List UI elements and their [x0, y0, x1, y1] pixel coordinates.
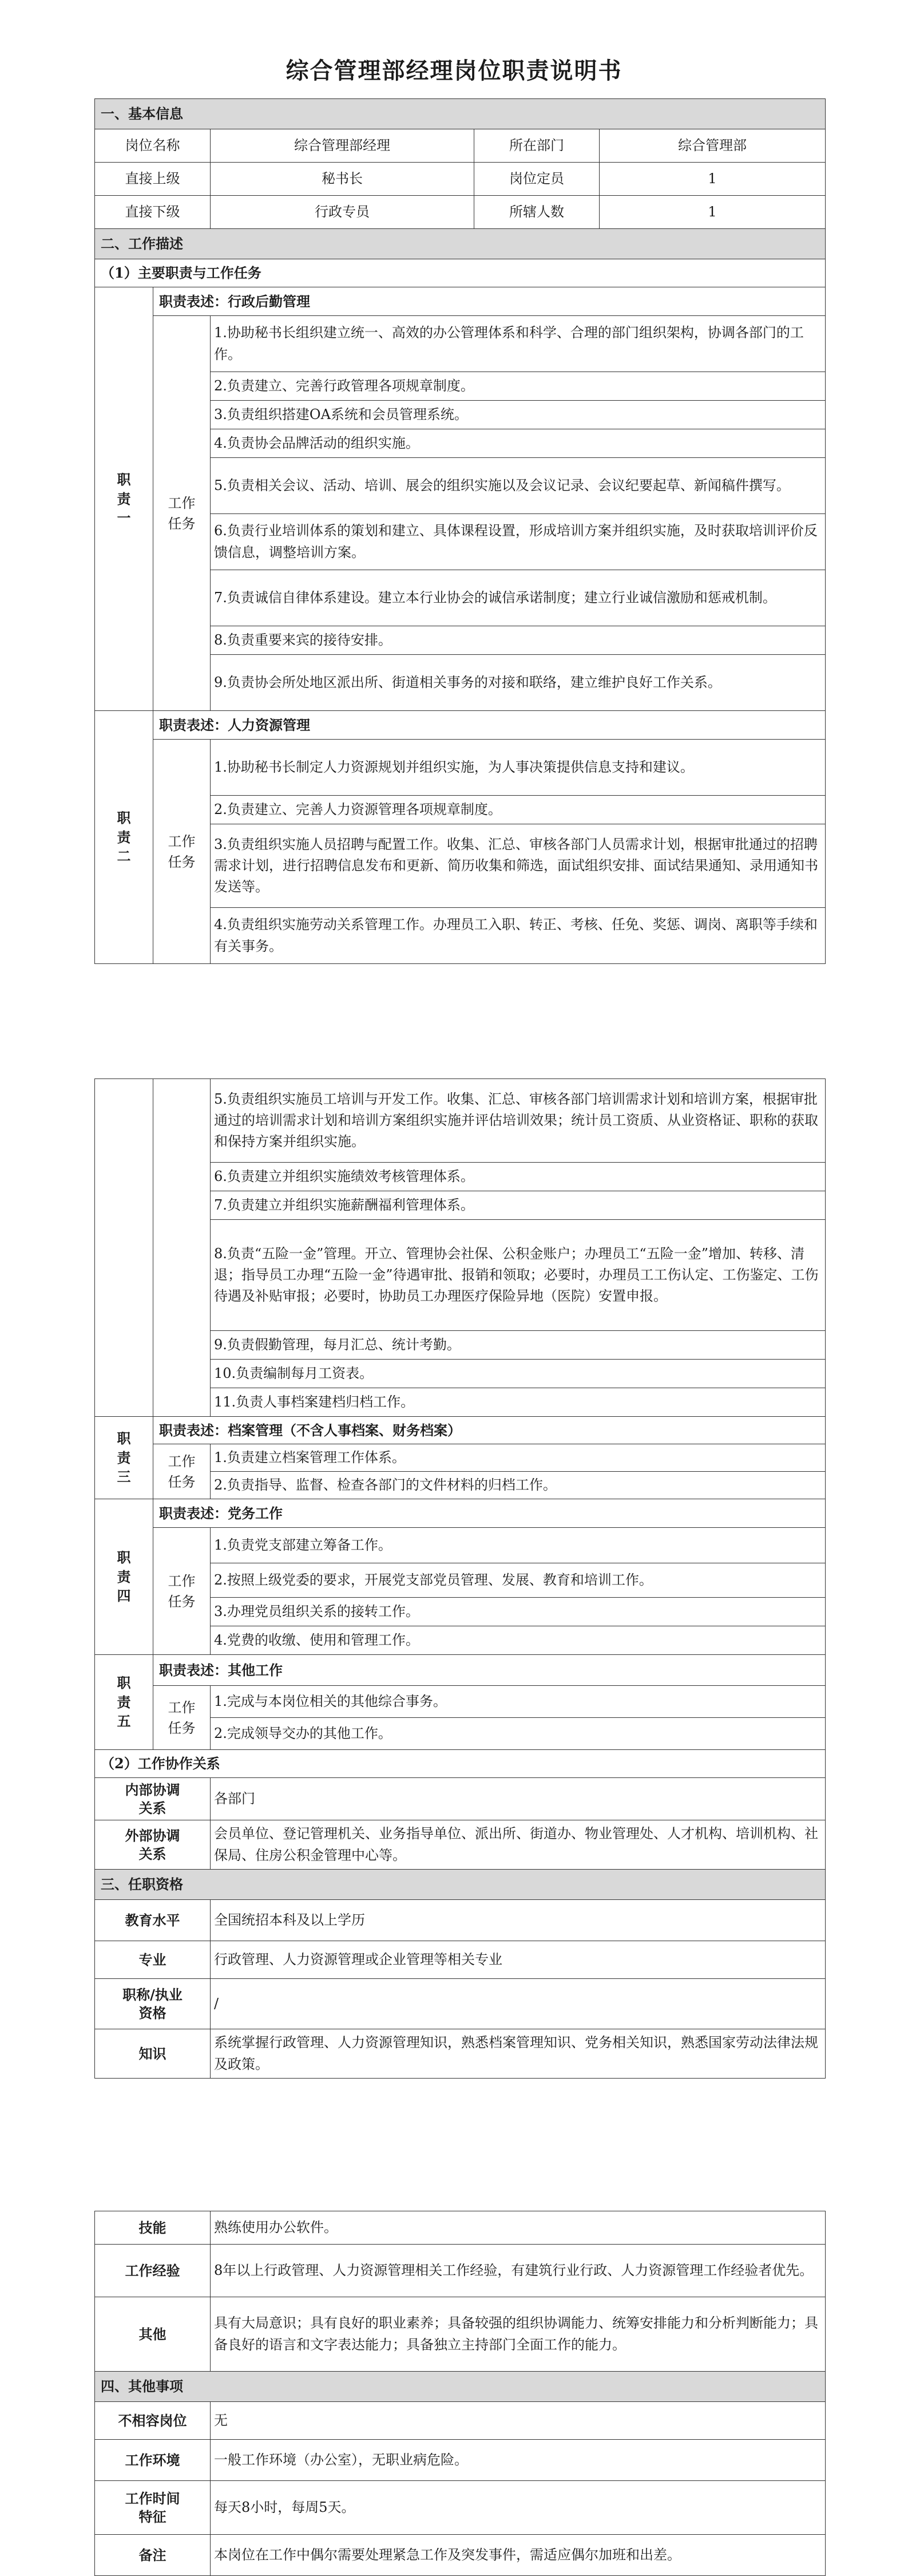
- qual-value: 具有大局意识；具有良好的职业素养；具备较强的组织协调能力、统筹安排能力和分析判断能力；具备良好的语言和文字表达能力；具备独立主持部门全面工作的能力。: [211, 2297, 826, 2372]
- section-work-description: 二、工作描述: [95, 229, 826, 259]
- task-item: 8.负责“五险一金”管理。开立、管理协会社保、公积金账户；办理员工“五险一金”增加、转移、清退；指导员工办理“五险一金”待遇审批、报销和领取；必要时，办理员工工伤认定、工伤鉴定、工伤待遇及补贴审报；必要时，协助员工办理医疗保险异地（医院）安置申报。: [211, 1220, 826, 1331]
- section-basic-info: 一、基本信息: [95, 99, 826, 129]
- page-title: 综合管理部经理岗位职责说明书: [286, 58, 622, 84]
- coop-label: 外部协调关系: [95, 1820, 211, 1870]
- task-item: 4.负责组织实施劳动关系管理工作。办理员工入职、转正、考核、任免、奖惩、调岗、离职等手续和有关事务。: [211, 908, 826, 964]
- basic-value: 1: [600, 163, 826, 196]
- qual-value: 行政管理、人力资源管理或企业管理等相关专业: [211, 1941, 826, 1979]
- basic-label: 所在部门: [474, 129, 600, 163]
- other-value: 每天8小时，每周5天。: [211, 2481, 826, 2535]
- basic-label: 岗位名称: [95, 129, 211, 163]
- basic-value: 秘书长: [211, 163, 474, 196]
- task-item: 8.负责重要来宾的接待安排。: [211, 626, 826, 655]
- subsection-coordination: （2）工作协作关系: [95, 1750, 826, 1778]
- task-item: 1.协助秘书长制定人力资源规划并组织实施，为人事决策提供信息支持和建议。: [211, 740, 826, 796]
- basic-value: 综合管理部: [600, 129, 826, 163]
- qual-label: 技能: [95, 2211, 211, 2245]
- qual-label: 知识: [95, 2029, 211, 2079]
- table-page-1: [94, 98, 825, 964]
- other-label: 工作时间特征: [95, 2481, 211, 2535]
- section-qualifications: 三、任职资格: [95, 1870, 826, 1900]
- duty-statement: 职责表述：档案管理（不含人事档案、财务档案）: [153, 1417, 826, 1444]
- duty-statement: 职责表述：行政后勤管理: [153, 287, 826, 316]
- coop-value: 会员单位、登记管理机关、业务指导单位、派出所、街道办、物业管理处、人才机构、培训机构、社保局、住房公积金管理中心等。: [211, 1820, 826, 1870]
- task-item: 3.办理党员组织关系的接转工作。: [211, 1598, 826, 1626]
- qual-value: 全国统招本科及以上学历: [211, 1900, 826, 1941]
- basic-label: 岗位定员: [474, 163, 600, 196]
- task-label: 工作任务: [153, 740, 211, 964]
- other-value: 无: [211, 2402, 826, 2440]
- qual-value: 熟练使用办公软件。: [211, 2211, 826, 2245]
- task-item: 10.负责编制每月工资表。: [211, 1360, 826, 1388]
- qual-label: 工作经验: [95, 2245, 211, 2297]
- duty-label: 职责三: [95, 1417, 153, 1499]
- duty-statement: 职责表述：党务工作: [153, 1499, 826, 1528]
- basic-value: 1: [600, 196, 826, 229]
- task-item: 2.完成领导交办的其他工作。: [211, 1718, 826, 1750]
- task-item: 11.负责人事档案建档归档工作。: [211, 1388, 826, 1417]
- task-item: 4.负责协会品牌活动的组织实施。: [211, 429, 826, 458]
- task-item: 3.负责组织实施人员招聘与配置工作。收集、汇总、审核各部门人员需求计划，根据审批通过的招聘需求计划，进行招聘信息发布和更新、简历收集和筛选，面试组织安排、面试结果通知、录用通知书发送等。: [211, 824, 826, 908]
- basic-label: 所辖人数: [474, 196, 600, 229]
- duty-label: 职责二: [95, 711, 153, 964]
- task-item: 1.协助秘书长组织建立统一、高效的办公管理体系和科学、合理的部门组织架构，协调各部门的工作。: [211, 316, 826, 372]
- task-item: 6.负责建立并组织实施绩效考核管理体系。: [211, 1163, 826, 1191]
- task-item: 6.负责行业培训体系的策划和建立、具体课程设置，形成培训方案并组织实施，及时获取培训评价反馈信息，调整培训方案。: [211, 514, 826, 570]
- coop-value: 各部门: [211, 1778, 826, 1820]
- task-item: 2.负责建立、完善人力资源管理各项规章制度。: [211, 796, 826, 824]
- qual-label: 专业: [95, 1941, 211, 1979]
- task-item: 5.负责相关会议、活动、培训、展会的组织实施以及会议记录、会议纪要起草、新闻稿件撰写。: [211, 458, 826, 514]
- duty-label: 职责一: [95, 287, 153, 711]
- task-item: 2.按照上级党委的要求，开展党支部党员管理、发展、教育和培训工作。: [211, 1563, 826, 1598]
- subsection-main-duties: （1）主要职责与工作任务: [95, 259, 826, 287]
- task-item: 1.负责建立档案管理工作体系。: [211, 1444, 826, 1472]
- task-item: 7.负责诚信自律体系建设。建立本行业协会的诚信承诺制度；建立行业诚信激励和惩戒机制。: [211, 570, 826, 626]
- qual-value: /: [211, 1979, 826, 2029]
- task-item: 9.负责协会所处地区派出所、街道相关事务的对接和联络，建立维护良好工作关系。: [211, 655, 826, 711]
- task-item: 3.负责组织搭建OA系统和会员管理系统。: [211, 401, 826, 429]
- basic-label: 直接上级: [95, 163, 211, 196]
- duty-label: 职责五: [95, 1655, 153, 1750]
- other-value: 一般工作环境（办公室），无职业病危险。: [211, 2440, 826, 2481]
- duty-statement: 职责表述：其他工作: [153, 1655, 826, 1686]
- task-label: 工作任务: [153, 1528, 211, 1655]
- table-page-2: [94, 1078, 825, 2079]
- other-value: 本岗位在工作中偶尔需要处理紧急工作及突发事件，需适应偶尔加班和出差。: [211, 2535, 826, 2576]
- task-label: 工作任务: [153, 1444, 211, 1499]
- duty-continued-label: [95, 1079, 153, 1417]
- task-item: 1.完成与本岗位相关的其他综合事务。: [211, 1686, 826, 1718]
- task-item: 7.负责建立并组织实施薪酬福利管理体系。: [211, 1191, 826, 1220]
- task-item: 1.负责党支部建立筹备工作。: [211, 1528, 826, 1563]
- task-item: 4.党费的收缴、使用和管理工作。: [211, 1626, 826, 1655]
- task-item: 9.负责假勤管理，每月汇总、统计考勤。: [211, 1331, 826, 1360]
- task-continued-label: [153, 1079, 211, 1417]
- task-label: 工作任务: [153, 316, 211, 711]
- other-label: 不相容岗位: [95, 2402, 211, 2440]
- section-other: 四、其他事项: [95, 2372, 826, 2402]
- task-item: 2.负责指导、监督、检查各部门的文件材料的归档工作。: [211, 1472, 826, 1499]
- task-label: 工作任务: [153, 1686, 211, 1750]
- task-item: 5.负责组织实施员工培训与开发工作。收集、汇总、审核各部门培训需求计划和培训方案，根据审批通过的培训需求计划和培训方案组织实施并评估培训效果；统计员工资质、从业资格证、职称的获取和保持方案并组织实施。: [211, 1079, 826, 1163]
- coop-label: 内部协调关系: [95, 1778, 211, 1820]
- basic-value: 综合管理部经理: [211, 129, 474, 163]
- qual-label: 其他: [95, 2297, 211, 2372]
- qual-value: 8年以上行政管理、人力资源管理相关工作经验，有建筑行业行政、人力资源管理工作经验者优先。: [211, 2245, 826, 2297]
- qual-label: 教育水平: [95, 1900, 211, 1941]
- basic-label: 直接下级: [95, 196, 211, 229]
- qual-value: 系统掌握行政管理、人力资源管理知识，熟悉档案管理知识、党务相关知识，熟悉国家劳动法律法规及政策。: [211, 2029, 826, 2079]
- other-label: 工作环境: [95, 2440, 211, 2481]
- task-item: 2.负责建立、完善行政管理各项规章制度。: [211, 372, 826, 401]
- qual-label: 职称/执业资格: [95, 1979, 211, 2029]
- duty-statement: 职责表述：人力资源管理: [153, 711, 826, 740]
- duty-label: 职责四: [95, 1499, 153, 1655]
- other-label: 备注: [95, 2535, 211, 2576]
- table-page-3: [94, 2211, 825, 2576]
- basic-value: 行政专员: [211, 196, 474, 229]
